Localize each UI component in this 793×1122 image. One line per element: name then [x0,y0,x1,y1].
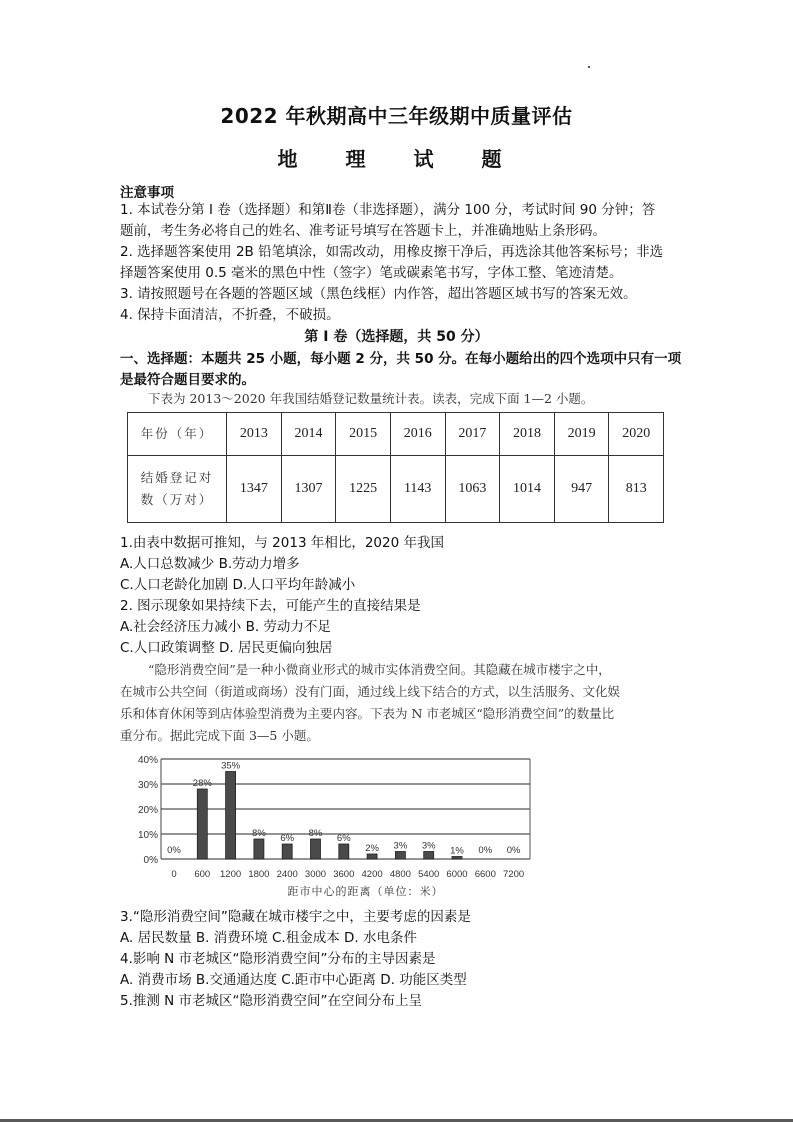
row-header-year: 年份（年） [128,413,227,456]
question-2: 2. 图示现象如果持续下去，可能产生的直接结果是 [120,598,421,614]
value-cell: 1225 [336,456,391,523]
marriage-table [127,412,664,523]
question-4: 4.影响 N 市老城区“隐形消费空间”分布的主导因素是 [120,951,436,967]
bar [395,852,405,860]
x-tick-label: 5400 [418,869,440,880]
table-row [128,413,664,456]
data-label: 6% [336,833,351,844]
question-4-options: A. 消费市场 B.交通通达度 C.距市中心距离 D. 功能区类型 [120,972,467,988]
x-tick-label: 6600 [474,869,496,880]
question-1: 1.由表中数据可推知，与 2013 年相比，2020 年我国 [120,535,444,551]
table-row [128,456,664,523]
bar [197,789,207,859]
question-2-options-cd: C.人口政策调整 D. 居民更偏向独居 [120,640,333,656]
question-5: 5.推测 N 市老城区“隐形消费空间”在空间分布上呈 [120,993,423,1009]
notice-line: 择题答案使用 0.5 毫米的黑色中性（签字）笔或碳素笔书写，字体工整、笔迹清楚。 [120,265,623,281]
x-tick-label: 3600 [333,869,355,880]
notice-line: 1. 本试卷分第 I 卷（选择题）和第Ⅱ卷（非选择题），满分 100 分，考试时间 90 分钟；答 [120,202,656,218]
x-tick-label: 6000 [446,869,468,880]
x-tick-label: 1800 [248,869,270,880]
x-tick-label: 4800 [389,869,411,880]
notice-line: 3. 请按照题号在各题的答题区域（黑色线框）内作答，超出答题区域书写的答案无效。 [120,286,637,302]
y-tick-label: 20% [137,805,158,816]
table-intro: 下表为 2013～2020 年我国结婚登记数量统计表。读表，完成下面 1—2 小题。 [148,391,594,406]
bar [254,839,264,859]
notice-line: 2. 选择题答案使用 2B 铅笔填涂，如需改动，用橡皮擦干净后，再选涂其他答案标号；非选 [120,244,664,260]
bar [282,844,292,859]
x-tick-label: 7200 [503,869,525,880]
row-header-line: 数（万对） [140,492,214,507]
bar [424,852,434,860]
year-cell: 2014 [281,413,336,456]
value-cell: 1347 [227,456,282,523]
year-cell: 2019 [554,413,609,456]
bar [226,772,236,860]
y-tick-label: 30% [137,780,158,791]
bar [311,839,321,859]
data-label: 0% [167,845,181,856]
data-label: 8% [252,828,266,839]
row-header-line: 结婚登记对 [140,470,214,485]
y-tick-label: 0% [143,855,158,866]
passage-line: 乐和体育休闲等到店体验型消费为主要内容。下表为 N 市老城区“隐形消费空间”的数量比 [120,706,615,721]
data-label: 1% [450,845,464,857]
x-tick-label: 2400 [276,869,298,880]
y-tick-label: 40% [137,755,158,766]
value-cell: 1014 [500,456,555,523]
question-3-options: A. 居民数量 B. 消费环境 C.租金成本 D. 水电条件 [120,930,417,946]
passage-line: 重分布。据此完成下面 3—5 小题。 [120,728,319,743]
bar [339,844,349,859]
value-cell: 947 [554,456,609,523]
data-label: 2% [365,843,379,854]
x-tick-label: 600 [194,869,211,880]
year-cell: 2020 [609,413,664,456]
question-1-options-cd: C.人口老龄化加剧 D.人口平均年龄减小 [120,577,356,593]
question-3: 3.“隐形消费空间”隐藏在城市楼宇之中，主要考虑的因素是 [120,909,471,925]
distance-distribution-chart [118,745,543,905]
section-instruction: 是最符合题目要求的。 [120,372,255,388]
notice-line: 题前，考生务必将自己的姓名、准考证号填写在答题卡上，并准确地贴上条形码。 [120,223,606,239]
x-tick-label: 0 [171,869,177,880]
notice-line: 4. 保持卡面清洁，不折叠，不破损。 [120,307,340,323]
data-label: 35% [221,760,241,772]
year-cell: 2018 [500,413,555,456]
data-label: 6% [280,833,295,844]
exam-subject: 地 理 试 题 [277,147,516,171]
question-1-options-ab: A.人口总数减少 B.劳动力增多 [120,556,300,572]
exam-title: 2022 年秋期高中三年级期中质量评估 [220,104,573,128]
notice-heading: 注意事项 [120,185,174,201]
value-cell: 1307 [281,456,336,523]
year-cell: 2017 [445,413,500,456]
section-instruction: 一、选择题：本题共 25 小题，每小题 2 分，共 50 分。在每小题给出的四个选项中只有一项 [120,351,682,367]
data-label: 3% [421,840,436,852]
data-label: 8% [308,828,323,839]
y-tick-label: 10% [137,830,158,841]
x-tick-label: 4200 [361,869,383,880]
data-label: 0% [506,845,521,856]
passage-line: “隐形消费空间”是一种小微商业形式的城市实体消费空间。其隐藏在城市楼宇之中， [148,662,611,677]
passage-line: 在城市公共空间（街道或商场）没有门面，通过线上线下结合的方式，以生活服务、文化娱 [120,684,621,699]
x-tick-label: 1200 [220,869,242,880]
data-label: 0% [478,845,493,856]
value-cell: 1063 [445,456,500,523]
year-cell: 2015 [336,413,391,456]
corner-mark [588,66,590,68]
row-header-count [128,456,227,523]
value-cell: 813 [609,456,664,523]
data-label: 28% [192,778,212,789]
data-label: 3% [393,840,408,852]
part-heading: 第 I 卷（选择题，共 50 分） [304,329,489,345]
x-tick-label: 3000 [304,869,327,880]
question-2-options-ab: A.社会经济压力减小 B. 劳动力不足 [120,619,331,635]
bar [452,857,462,860]
x-axis-label: 距市中心的距离（单位：米） [287,885,444,898]
year-cell: 2016 [390,413,445,456]
bar [367,854,377,859]
year-cell: 2013 [227,413,282,456]
value-cell: 1143 [390,456,445,523]
